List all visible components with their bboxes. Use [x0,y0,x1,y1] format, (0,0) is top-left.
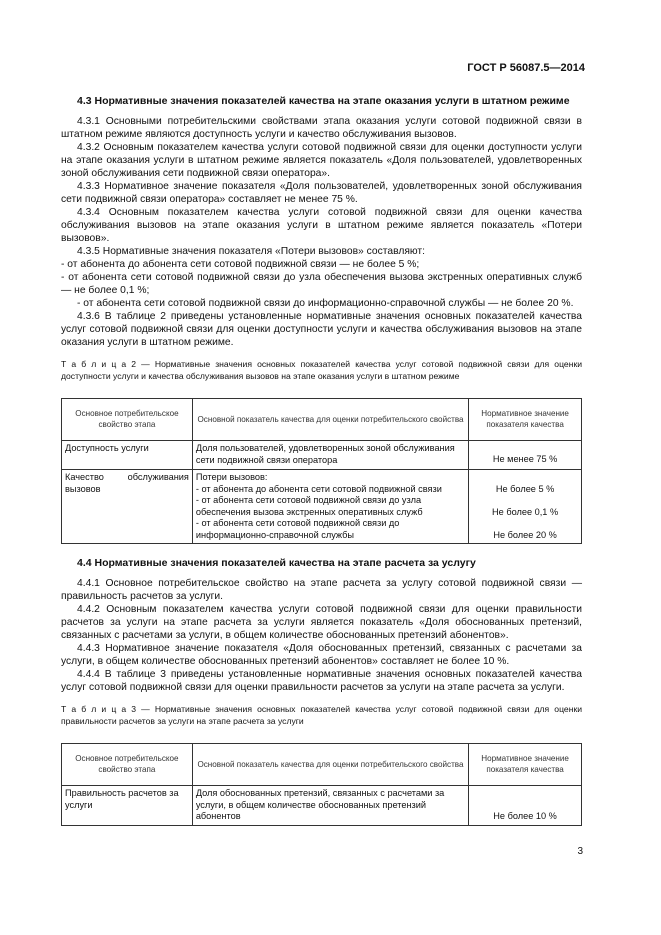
paragraph-4-4-3: 4.4.3 Нормативное значение показателя «Доля обоснованных претензий, связанных с расчетами за услуги, в общем количестве обоснованных претензий абонентов» составляет не более 10 %. [61,643,582,667]
cell-text: - от абонента до абонента сети сотовой подвижной связи [195,483,442,494]
header-cell: Основное потребительское свойство этапа [62,744,193,786]
table-row [62,786,582,826]
table-cell: Не менее 75 % [469,441,582,470]
paragraph-4-4-4: 4.4.4 В таблице 3 приведены установленные нормативные значения основных показателей качества услуг сотовой подвижной связи для оценки правильности расчетов за услуги на этапе расчета за услуги. [61,669,582,693]
table-cell [192,441,468,470]
table-cell: Доступность услуги [62,441,193,470]
bullet-item: - от абонента сети сотовой подвижной связи до узла обеспечения вызова экстренных оперативных служб — не более 0,1 %; [61,272,582,296]
table-3-caption: Т а б л и ц а 3 — Нормативные значения основных показателей качества услуг сотовой подвижной связи для оценки правильности расчетов за услуги на этапе расчета за услуги [61,704,582,726]
cell-text: Качество [65,472,104,482]
main-content [61,94,582,826]
bullet-item: - от абонента до абонента сети сотовой подвижной связи — не более 5 %; [61,259,420,270]
table-header-row [62,744,582,786]
table-row [62,470,582,544]
table-cell [192,470,468,544]
header-cell: Основной показатель качества для оценки потребительского свойства [192,399,468,441]
table-cell: Доля обоснованных претензий, связанных с расчетами за услуги, в общем количестве обоснованных претензий абонентов [192,786,468,826]
cell-value: Не более 5 % [495,483,555,494]
header-cell: Основное потребительское свойство этапа [62,399,193,441]
table-row [62,441,582,470]
header-cell: Основной показатель качества для оценки потребительского свойства [192,744,468,786]
table-3 [61,743,582,826]
paragraph-4-3-1: 4.3.1 Основными потребительскими свойствами этапа оказания услуги сотовой подвижной связи в штатном режиме являются доступность услуги и качество обслуживания вызовов. [61,116,582,140]
header-cell: Нормативное значение показателя качества [469,744,582,786]
cell-line [65,472,189,484]
paragraph-4-3-3: 4.3.3 Нормативное значение показателя «Доля пользователей, удовлетворенных зоной обслуживания сети подвижной связи оператора» составляет не менее 75 %. [61,181,582,205]
cell-text: Потери вызовов: [195,472,268,482]
table-2-caption: Т а б л и ц а 2 — Нормативные значения основных показателей качества услуг сотовой подвижной связи для оценки доступности услуги и качества обслуживания вызовов на этапе оказания услуги в штатном режиме [61,359,582,381]
page-number: 3 [577,846,583,857]
cell-value: Не более 0,1 % [492,506,559,517]
paragraph-4-4-1: 4.4.1 Основное потребительское свойство на этапе расчета за услугу сотовой подвижной связи — правильность расчетов за услуги. [61,578,582,602]
table-cell [62,470,193,544]
cell-text: Доля пользователей, удовлетворенных зоной обслуживания сети подвижной связи оператора [195,443,455,465]
cell-text: - от абонента сети сотовой подвижной связи до узла обеспечения вызова экстренных оперативных служб [195,495,423,517]
standard-number: ГОСТ Р 56087.5—2014 [467,62,585,74]
section-4-3-heading: 4.3 Нормативные значения показателей качества на этапе оказания услуги в штатном режиме [77,95,570,107]
paragraph-4-3-4: 4.3.4 Основным показателем качества услуги сотовой подвижной связи для оценки качества обслуживания вызовов на этапе оказания услуги в штатном режиме является показатель «Потери вызовов». [61,207,582,244]
bullet-item: - от абонента сети сотовой подвижной связи до информационно-справочной службы — не более 20 %. [77,298,574,309]
header-cell: Нормативное значение показателя качества [469,399,582,441]
cell-value: Не более 20 % [493,529,557,540]
table-cell: Правильность расчетов за услуги [62,786,193,826]
cell-text: вызовов [65,483,101,494]
paragraph-4-4-2: 4.4.2 Основным показателем качества услуги сотовой подвижной связи для оценки правильности расчетов за услуги на этапе расчета за услуги является показатель «Доля обоснованных претензий, связанных с расчетами за услуги, в общем количестве обоснованных претензий абонентов». [61,604,582,641]
table-cell: Не более 10 % [469,786,582,826]
table-header-row [62,399,582,441]
paragraph-4-3-2: 4.3.2 Основным показателем качества услуги сотовой подвижной связи для оценки доступности услуги на этапе оказания услуги в штатном режиме является показатель «Доля пользователей, удовлетворенных зоной обслуживания сети подвижной связи оператора». [61,142,582,179]
cell-text: - от абонента сети сотовой подвижной связи до информационно-справочной службы [195,518,400,540]
paragraph-4-3-6: 4.3.6 В таблице 2 приведены установленные нормативные значения основных показателей качества услуг сотовой подвижной связи для оценки доступности услуги и качества обслуживания вызовов на этапе оказания услуги в штатном режиме. [61,311,582,348]
section-4-4-heading: 4.4 Нормативные значения показателей качества на этапе расчета за услугу [77,557,476,569]
table-2 [61,398,582,544]
table-cell [469,470,582,544]
cell-text: обслуживания [127,472,189,482]
paragraph-4-3-5: 4.3.5 Нормативные значения показателя «Потери вызовов» составляют: [77,246,426,257]
